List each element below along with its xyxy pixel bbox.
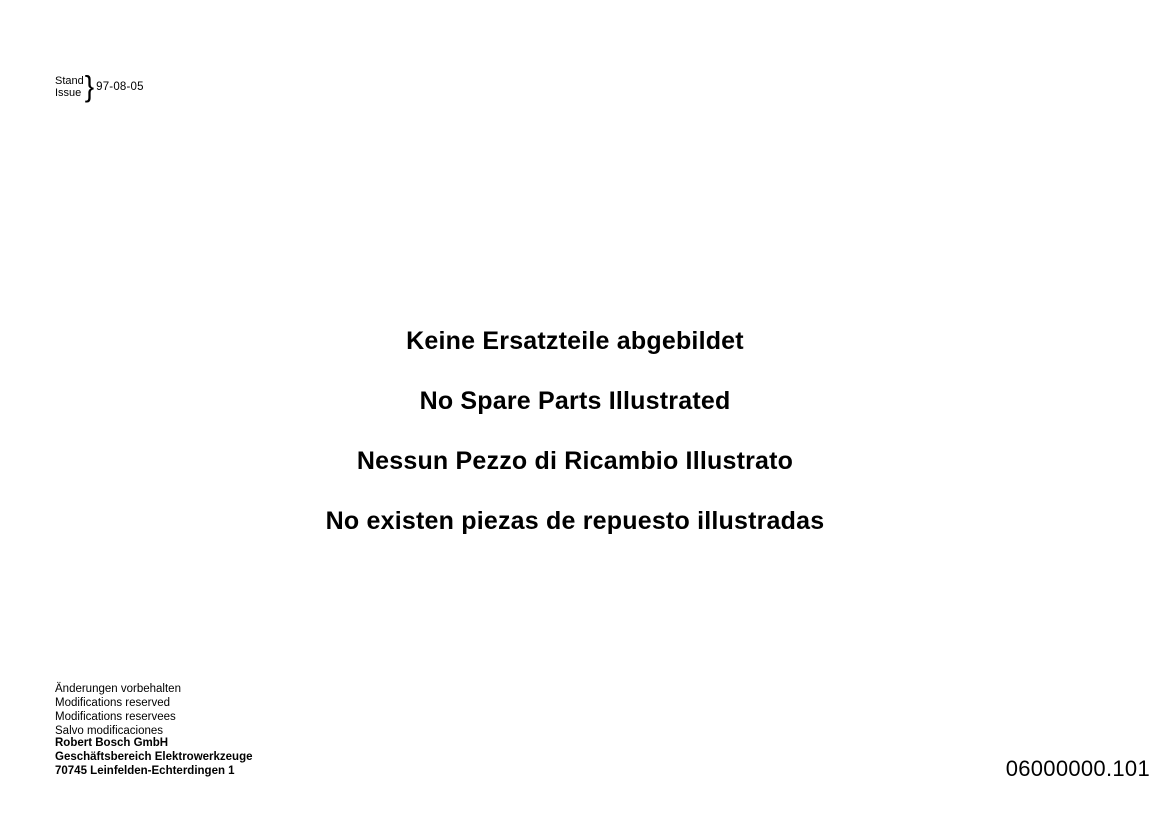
issue-label: Issue — [55, 87, 82, 99]
footer-block — [55, 682, 253, 778]
document-number: 06000000.101 — [1005, 756, 1150, 781]
note-german: Änderungen vorbehalten — [55, 683, 181, 695]
issue-date: 97-08-05 — [96, 81, 144, 93]
heading-italian: Nessun Pezzo di Ricambio Illustrato — [356, 447, 794, 475]
issue-labels — [55, 75, 84, 99]
note-french: Modifications reservees — [55, 711, 176, 723]
headings-block — [0, 311, 1150, 551]
heading-german: Keine Ersatzteile abgebildet — [406, 327, 744, 355]
brace-glyph: } — [84, 70, 95, 103]
issue-date-block — [55, 70, 144, 103]
company-division: Geschäftsbereich Elektrowerkzeuge — [55, 751, 253, 763]
note-spanish: Salvo modificaciones — [55, 725, 164, 737]
heading-english: No Spare Parts Illustrated — [419, 387, 731, 415]
company-name: Robert Bosch GmbH — [55, 737, 169, 749]
company-address: 70745 Leinfelden-Echterdingen 1 — [55, 765, 235, 777]
heading-spanish: No existen piezas de repuesto illustradas — [325, 507, 825, 535]
note-english: Modifications reserved — [55, 697, 171, 709]
stand-label: Stand — [55, 75, 84, 87]
